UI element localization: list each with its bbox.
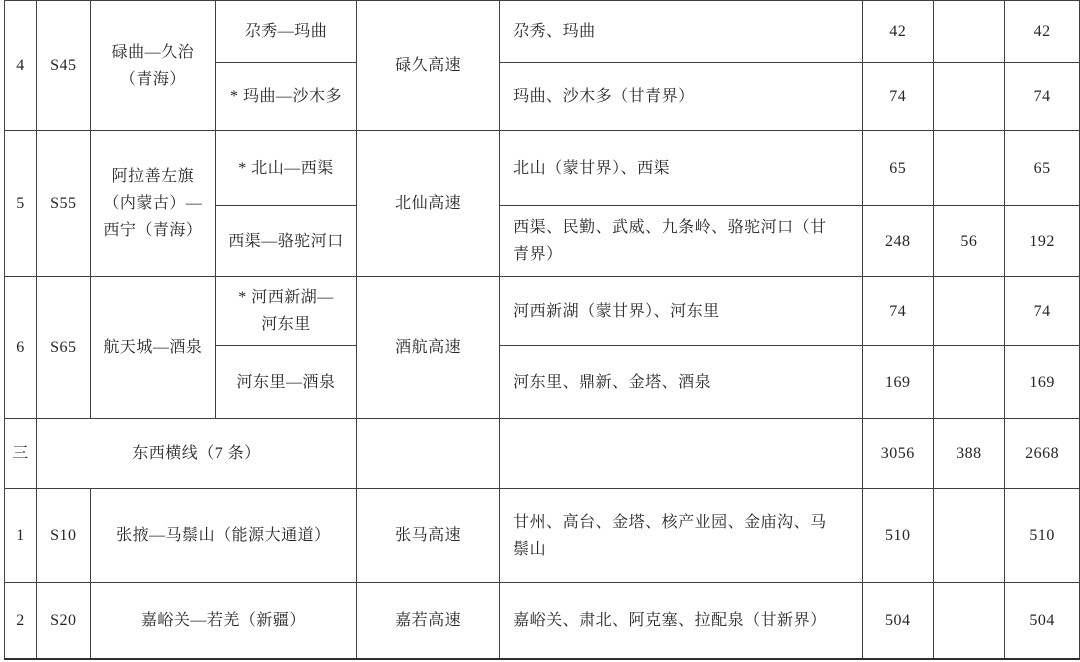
control-points-cell: 河东里、鼎新、金塔、酒泉: [500, 346, 863, 419]
row-number-cell: 三: [5, 419, 37, 489]
summary-label-cell: 东西横线（7 条）: [36, 419, 356, 489]
mileage-total-cell: 3056: [862, 419, 933, 489]
expressway-name-cell: 张马高速: [357, 489, 500, 583]
mileage-planned-cell: 2668: [1005, 419, 1080, 489]
mileage-planned-cell: 169: [1005, 346, 1080, 419]
route-code-cell: S45: [36, 1, 90, 131]
section-cell: 尕秀—玛曲: [215, 1, 356, 63]
expressway-name-cell: 嘉若高速: [357, 583, 500, 659]
route-name-cell: 嘉峪关—若羌（新疆）: [90, 583, 356, 659]
section-cell: 西渠—骆驼河口: [215, 206, 356, 277]
mileage-total-cell: 510: [862, 489, 933, 583]
table-row: [5, 131, 1080, 206]
row-number-cell: 6: [5, 277, 37, 419]
expressway-name-cell: 碌久高速: [357, 1, 500, 131]
mileage-planned-cell: 504: [1005, 583, 1080, 659]
mileage-planned-cell: 192: [1005, 206, 1080, 277]
section-cell: * 河西新湖— 河东里: [215, 277, 356, 346]
mileage-total-cell: 42: [862, 1, 933, 63]
expressway-name-cell: 北仙高速: [357, 131, 500, 277]
mileage-built-cell: [933, 346, 1005, 419]
mileage-total-cell: 74: [862, 63, 933, 131]
route-name-cell: 张掖—马鬃山（能源大通道）: [90, 489, 356, 583]
mileage-built-cell: [933, 131, 1005, 206]
row-number-cell: 2: [5, 583, 37, 659]
mileage-total-cell: 74: [862, 277, 933, 346]
mileage-built-cell: [933, 489, 1005, 583]
control-points-cell: 玛曲、沙木多（甘青界）: [500, 63, 863, 131]
control-points-cell: 北山（蒙甘界）、西渠: [500, 131, 863, 206]
highway-plan-table: [4, 0, 1080, 660]
route-code-cell: S55: [36, 131, 90, 277]
mileage-total-cell: 65: [862, 131, 933, 206]
route-code-cell: S65: [36, 277, 90, 419]
mileage-built-cell: 56: [933, 206, 1005, 277]
row-number-cell: 1: [5, 489, 37, 583]
section-cell: * 北山—西渠: [215, 131, 356, 206]
section-cell: * 玛曲—沙木多: [215, 63, 356, 131]
row-number-cell: 4: [5, 1, 37, 131]
control-points-cell: 河西新湖（蒙甘界）、河东里: [500, 277, 863, 346]
mileage-total-cell: 504: [862, 583, 933, 659]
table-row: [5, 1, 1080, 63]
mileage-total-cell: 169: [862, 346, 933, 419]
summary-row: [5, 419, 1080, 489]
control-points-cell: 西渠、民勤、武威、九条岭、骆驼河口（甘 青界）: [500, 206, 863, 277]
control-points-cell: 嘉峪关、肃北、阿克塞、拉配泉（甘新界）: [500, 583, 863, 659]
route-name-cell: 碌曲—久治 （青海）: [90, 1, 215, 131]
mileage-planned-cell: 42: [1005, 1, 1080, 63]
table-row: [5, 583, 1080, 659]
section-cell: 河东里—酒泉: [215, 346, 356, 419]
mileage-planned-cell: 65: [1005, 131, 1080, 206]
empty-expressway-cell: [357, 419, 500, 489]
route-code-cell: S10: [36, 489, 90, 583]
table-row: [5, 277, 1080, 346]
expressway-name-cell: 酒航高速: [357, 277, 500, 419]
mileage-total-cell: 248: [862, 206, 933, 277]
mileage-planned-cell: 74: [1005, 277, 1080, 346]
mileage-built-cell: [933, 63, 1005, 131]
mileage-built-cell: [933, 583, 1005, 659]
empty-control-points-cell: [500, 419, 863, 489]
mileage-planned-cell: 510: [1005, 489, 1080, 583]
row-number-cell: 5: [5, 131, 37, 277]
table-row: [5, 489, 1080, 583]
mileage-planned-cell: 74: [1005, 63, 1080, 131]
route-name-cell: 航天城—酒泉: [90, 277, 215, 419]
control-points-cell: 甘州、高台、金塔、核产业园、金庙沟、马 鬃山: [500, 489, 863, 583]
mileage-built-cell: 388: [933, 419, 1005, 489]
control-points-cell: 尕秀、玛曲: [500, 1, 863, 63]
mileage-built-cell: [933, 1, 1005, 63]
route-name-cell: 阿拉善左旗 （内蒙古）— 西宁（青海）: [90, 131, 215, 277]
route-code-cell: S20: [36, 583, 90, 659]
mileage-built-cell: [933, 277, 1005, 346]
